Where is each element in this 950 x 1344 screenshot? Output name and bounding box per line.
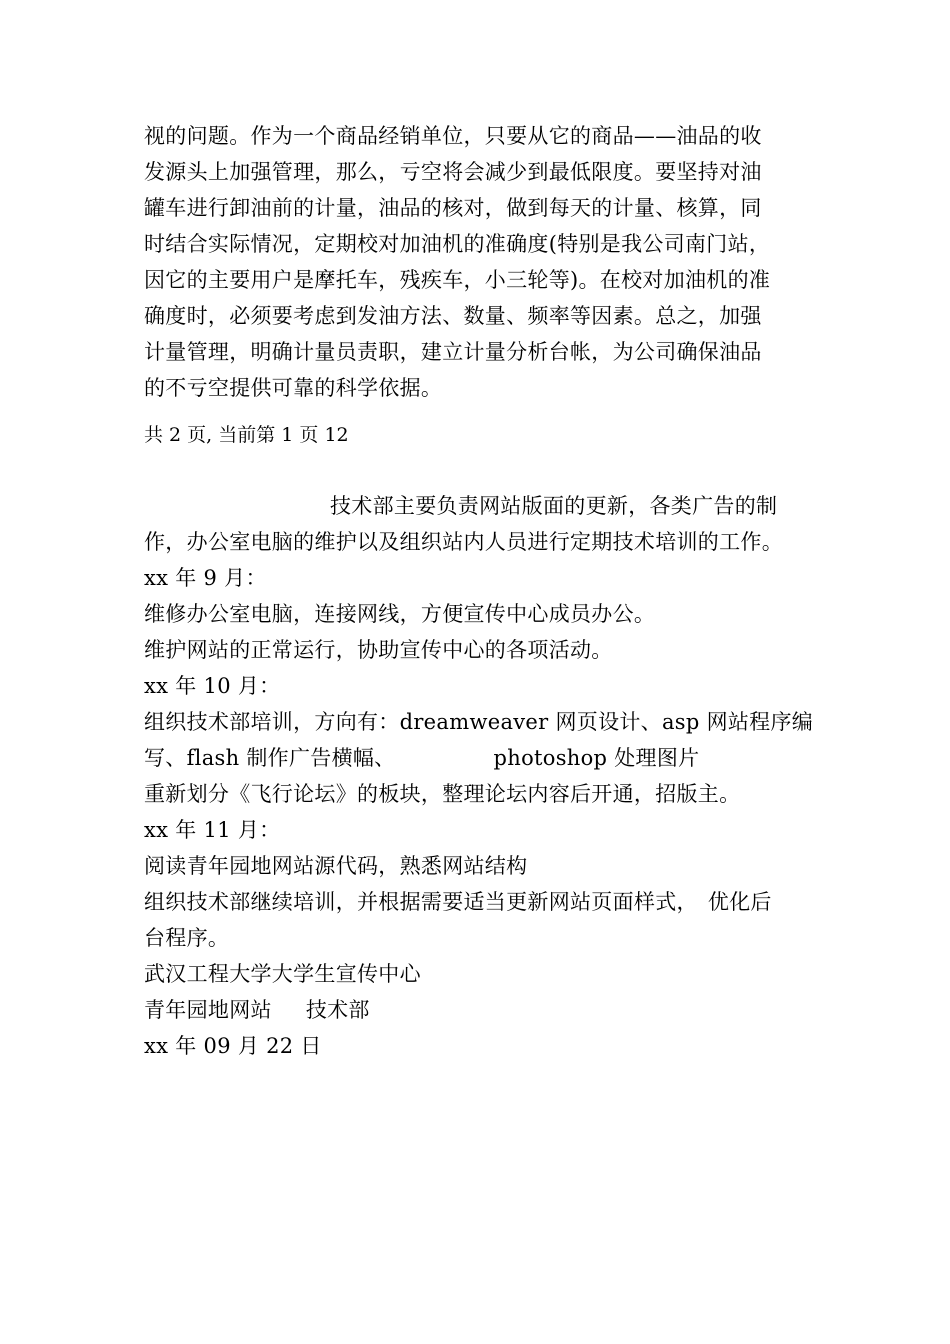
paragraph-line: 视的问题。作为一个商品经销单位，只要从它的商品——油品的收: [144, 124, 762, 148]
signature-date: xx 年 09 月 22 日: [144, 1034, 322, 1058]
paragraph-line: 发源头上加强管理，那么，亏空将会减少到最低限度。要坚持对油: [144, 160, 762, 184]
month-heading-november: xx 年 11 月：: [144, 818, 281, 842]
intro-line: [144, 488, 814, 524]
signature-department: [144, 992, 814, 1028]
list-item-text: photoshop 处理图片: [493, 746, 700, 770]
intro-text: 技术部主要负责网站版面的更新，各类广告的制: [330, 494, 778, 518]
paragraph-line: 因它的主要用户是摩托车，残疾车，小三轮等)。在校对加油机的准: [144, 268, 771, 292]
list-item: 维修办公室电脑，连接网线，方便宣传中心成员办公。: [144, 602, 656, 626]
list-item-text: 优化后: [707, 890, 772, 914]
list-item-continued: 台程序。: [144, 926, 230, 950]
paragraph-line: 计量管理，明确计量员责职，建立计量分析台帐，为公司确保油品: [144, 340, 762, 364]
tech-department-report: [144, 488, 814, 1064]
month-heading-september: xx 年 9 月：: [144, 566, 267, 590]
paragraph-line: 的不亏空提供可靠的科学依据。: [144, 376, 443, 400]
list-item: 维护网站的正常运行，协助宣传中心的各项活动。: [144, 638, 613, 662]
paragraph-line: 罐车进行卸油前的计量，油品的核对，做到每天的计量、核算，同: [144, 196, 762, 220]
page-indicator: 共 2 页, 当前第 1 页 12: [144, 424, 349, 446]
signature-organization: 武汉工程大学大学生宣传中心: [144, 962, 421, 986]
site-name: 青年园地网站: [144, 998, 272, 1022]
list-item: [144, 884, 814, 920]
list-item-text: 写、flash 制作广告横幅、: [144, 746, 396, 770]
list-item-text: 组织技术部继续培训，并根据需要适当更新网站页面样式，: [144, 890, 698, 914]
oil-management-paragraph: [144, 118, 814, 406]
list-item: 阅读青年园地网站源代码，熟悉网站结构: [144, 854, 528, 878]
intro-line: 作，办公室电脑的维护以及组织站内人员进行定期技术培训的工作。: [144, 530, 783, 554]
list-item: 重新划分《飞行论坛》的板块，整理论坛内容后开通，招版主。: [144, 782, 741, 806]
department-name: 技术部: [305, 998, 370, 1022]
list-item: 组织技术部培训，方向有：dreamweaver 网页设计、asp 网站程序编: [144, 710, 814, 734]
paragraph-line: 确度时，必须要考虑到发油方法、数量、频率等因素。总之，加强: [144, 304, 762, 328]
paragraph-line: 时结合实际情况，定期校对加油机的准确度(特别是我公司南门站，: [144, 232, 771, 256]
list-item-continued: [144, 740, 814, 776]
month-heading-october: xx 年 10 月：: [144, 674, 281, 698]
